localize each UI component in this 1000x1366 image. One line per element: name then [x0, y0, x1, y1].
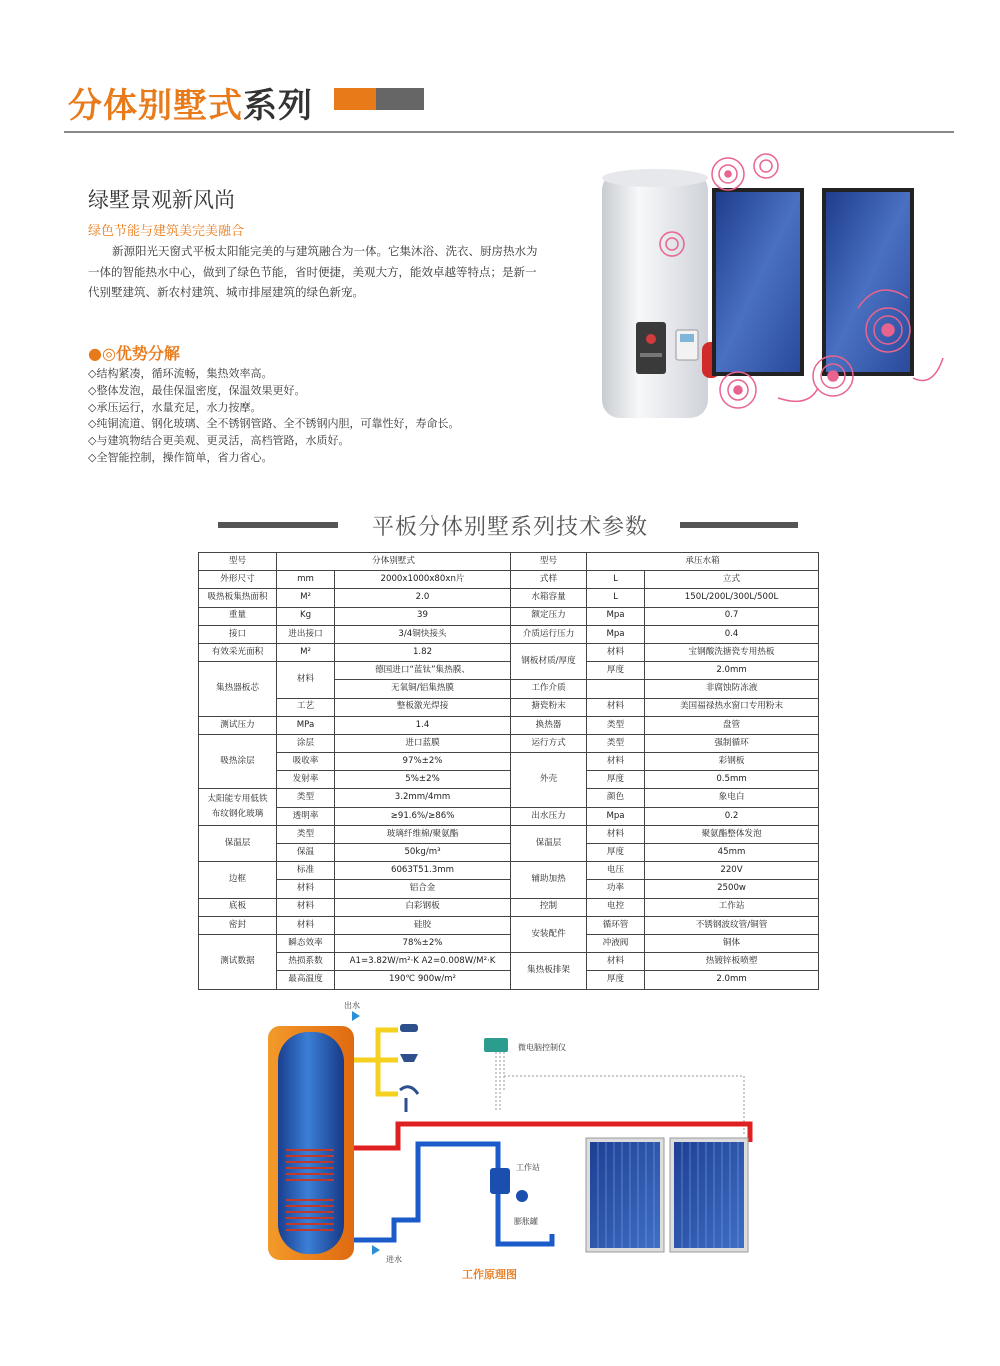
solar-panel: [670, 1138, 748, 1252]
table-cell: 工艺: [277, 698, 335, 716]
table-row: [199, 880, 819, 898]
table-cell: 78%±2%: [335, 934, 511, 952]
table-cell: 2.0mm: [645, 662, 819, 680]
table-cell: 颜色: [587, 789, 645, 807]
table-cell: 材料: [277, 898, 335, 916]
table-cell: 美国福禄热水窗口专用粉末: [645, 698, 819, 716]
advantages-list: [88, 366, 459, 467]
table-cell: mm: [277, 571, 335, 589]
table-cell: 厚度: [587, 971, 645, 989]
table-cell: 立式: [645, 571, 819, 589]
table-cell: 类型: [277, 825, 335, 843]
table-cell: 搪瓷粉末: [511, 698, 587, 716]
table-cell: 强制循环: [645, 734, 819, 752]
solar-panel: [586, 1138, 664, 1252]
series-title: [68, 78, 313, 127]
table-cell: 分体别墅式: [277, 553, 511, 571]
table-cell: 德国进口“蓝钛”集热膜、: [335, 662, 511, 680]
table-cell: 冲液阀: [587, 934, 645, 952]
table-cell: 集热板排架: [511, 953, 587, 989]
table-cell: 铝合金: [335, 880, 511, 898]
series-title-suffix: 系列: [243, 86, 313, 126]
table-cell: 类型: [277, 789, 335, 807]
table-cell: 工作介质: [511, 680, 587, 698]
cell-line: 布纹钢化玻璃: [211, 809, 264, 820]
table-row: [199, 734, 819, 752]
table-row: [199, 662, 819, 680]
table-cell: 不锈钢波纹管/铜管: [645, 916, 819, 934]
table-cell: 式样: [511, 571, 587, 589]
table-cell: 辅助加热: [511, 862, 587, 898]
table-cell: 材料: [587, 643, 645, 661]
table-cell: 测试压力: [199, 716, 277, 734]
table-row: [199, 643, 819, 661]
intro-paragraph: 新源阳光天窗式平板太阳能完美的与建筑融合为一体。它集沐浴、洗衣、厨房热水为一体的智能热水中心，做到了绿色节能，省时便捷，美观大方，能效卓越等特点；是新一代别墅建筑、新农村建筑、城市排屋建筑的绿色新宠。: [88, 244, 538, 299]
table-cell: 钢板材质/厚度: [511, 643, 587, 679]
table-cell: 厚度: [587, 844, 645, 862]
table-row: [199, 771, 819, 789]
table-cell: 材料: [277, 916, 335, 934]
table-row: [199, 753, 819, 771]
table-row: [199, 953, 819, 971]
table-cell: 2.0: [335, 589, 511, 607]
spec-title: 平板分体别墅系列技术参数: [371, 515, 648, 540]
table-cell: 涂层: [277, 734, 335, 752]
table-cell: 承压水箱: [587, 553, 819, 571]
table-cell: 额定压力: [511, 607, 587, 625]
table-cell: 1.4: [335, 716, 511, 734]
table-cell: 接口: [199, 625, 277, 643]
table-cell: A1=3.82W/m²·K A2=0.008W/M²·K: [335, 953, 511, 971]
table-cell: 材料: [587, 753, 645, 771]
table-row: [199, 844, 819, 862]
spec-title-bar-left: [218, 522, 338, 528]
header-accent-gray: [376, 88, 424, 110]
header-divider: [64, 131, 954, 133]
table-cell: 水箱容量: [511, 589, 587, 607]
table-cell: 220V: [645, 862, 819, 880]
shower-icon: [400, 1087, 418, 1112]
table-cell: 功率: [587, 880, 645, 898]
table-row: [199, 898, 819, 916]
table-cell: 重量: [199, 607, 277, 625]
table-cell: 吸热板集热面积: [199, 589, 277, 607]
table-cell: 进口蓝膜: [335, 734, 511, 752]
table-cell: 密封: [199, 916, 277, 934]
table-cell: 150L/200L/300L/500L: [645, 589, 819, 607]
table-cell: 象电白: [645, 789, 819, 807]
table-cell: 保温层: [199, 825, 277, 861]
table-cell: 工作站: [645, 898, 819, 916]
table-cell: 聚氨酯整体发泡: [645, 825, 819, 843]
table-cell: 彩钢板: [645, 753, 819, 771]
table-cell: M²: [277, 643, 335, 661]
table-cell: 材料: [587, 825, 645, 843]
table-row: [199, 825, 819, 843]
table-row: [199, 934, 819, 952]
table-cell: 循环管: [587, 916, 645, 934]
table-cell: Mpa: [587, 607, 645, 625]
expansion-label: 膨胀罐: [514, 1217, 538, 1226]
table-cell: 边框: [199, 862, 277, 898]
table-cell: 1.82: [335, 643, 511, 661]
table-cell: 进出接口: [277, 625, 335, 643]
table-cell: 整板激光焊接: [335, 698, 511, 716]
outlet-label: 出水: [344, 1001, 360, 1010]
table-cell: 运行方式: [511, 734, 587, 752]
table-cell: 97%±2%: [335, 753, 511, 771]
table-cell: 0.4: [645, 625, 819, 643]
table-cell: 190℃ 900w/m²: [335, 971, 511, 989]
station-label: 工作站: [516, 1163, 540, 1172]
table-cell: 厚度: [587, 662, 645, 680]
table-cell: 2.0mm: [645, 971, 819, 989]
table-cell: 3/4铜快接头: [335, 625, 511, 643]
table-cell: L: [587, 571, 645, 589]
table-cell: 测试数据: [199, 934, 277, 989]
table-cell: 瞬态效率: [277, 934, 335, 952]
table-cell: 透明率: [277, 807, 335, 825]
table-cell: 白彩钢板: [335, 898, 511, 916]
table-cell: 安装配件: [511, 916, 587, 952]
storage-tank: [268, 1026, 354, 1260]
table-cell: MPa: [277, 716, 335, 734]
table-cell: 底板: [199, 898, 277, 916]
advantage-item: ◇整体发泡，最佳保温密度，保温效果更好。: [88, 383, 306, 397]
table-cell: 热镀锌板喷塑: [645, 953, 819, 971]
table-cell: 类型: [587, 716, 645, 734]
table-cell: 换热器: [511, 716, 587, 734]
table-cell: 3.2mm/4mm: [335, 789, 511, 807]
water-tank: [602, 169, 708, 418]
advantage-item: ◇纯铜流道、钢化玻璃、全不锈钢管路、全不锈钢内胆，可靠性好，寿命长。: [88, 417, 460, 431]
table-cell: 型号: [511, 553, 587, 571]
table-row: [199, 971, 819, 989]
table-cell: [199, 789, 277, 825]
table-cell: [587, 680, 645, 698]
table-cell: 2500w: [645, 880, 819, 898]
table-cell: 0.7: [645, 607, 819, 625]
table-cell: 保温层: [511, 825, 587, 861]
table-cell: 热损系数: [277, 953, 335, 971]
table-cell: 出水压力: [511, 807, 587, 825]
bathtub-icon: [400, 1024, 418, 1032]
table-cell: 吸收率: [277, 753, 335, 771]
table-row: [199, 607, 819, 625]
inlet-label: 进水: [386, 1255, 402, 1264]
controller-label: 微电脑控制仪: [518, 1043, 566, 1052]
spec-title-bar-right: [680, 522, 798, 528]
table-row: [199, 571, 819, 589]
table-cell: 材料: [277, 880, 335, 898]
table-cell: 39: [335, 607, 511, 625]
table-cell: ≥91.6%/≥86%: [335, 807, 511, 825]
spec-table: [198, 552, 819, 990]
advantage-item: ◇承压运行，水量充足，水力按摩。: [88, 400, 262, 414]
table-cell: 最高温度: [277, 971, 335, 989]
diagram-caption: 工作原理图: [462, 1268, 517, 1281]
table-cell: 有效采光面积: [199, 643, 277, 661]
table-cell: 宝钢酸洗搪瓷专用热板: [645, 643, 819, 661]
table-cell: Mpa: [587, 625, 645, 643]
table-row: [199, 789, 819, 807]
table-cell: 50kg/m³: [335, 844, 511, 862]
table-cell: 外壳: [511, 753, 587, 808]
table-cell: 盘管: [645, 716, 819, 734]
solar-panel: [712, 188, 804, 376]
hot-water-pipe: [354, 1030, 398, 1094]
table-row: [199, 553, 819, 571]
table-cell: 2000x1000x80xn片: [335, 571, 511, 589]
table-row: [199, 625, 819, 643]
table-cell: 45mm: [645, 844, 819, 862]
table-cell: 5%±2%: [335, 771, 511, 789]
table-cell: 发射率: [277, 771, 335, 789]
product-photo: [598, 148, 954, 426]
slogan: 绿墅景观新风尚: [88, 188, 235, 212]
table-cell: 型号: [199, 553, 277, 571]
table-row: [199, 862, 819, 880]
table-cell: 材料: [277, 662, 335, 698]
table-cell: 材料: [587, 953, 645, 971]
table-row: [199, 698, 819, 716]
table-cell: 吸热涂层: [199, 734, 277, 789]
table-cell: 0.2: [645, 807, 819, 825]
table-cell: Kg: [277, 607, 335, 625]
table-cell: 控制: [511, 898, 587, 916]
table-cell: 外形尺寸: [199, 571, 277, 589]
table-cell: 0.5mm: [645, 771, 819, 789]
table-row: [199, 716, 819, 734]
table-cell: 6063T51.3mm: [335, 862, 511, 880]
table-cell: 介质运行压力: [511, 625, 587, 643]
table-row: [199, 807, 819, 825]
table-cell: 电压: [587, 862, 645, 880]
table-cell: 铜体: [645, 934, 819, 952]
subslogan: 绿色节能与建筑美完美融合: [88, 224, 245, 239]
advantage-item: ◇全智能控制，操作简单，省力省心。: [88, 450, 273, 464]
table-cell: 材料: [587, 698, 645, 716]
advantage-item: ◇与建筑物结合更美观、更灵活，高档管路，水质好。: [88, 434, 350, 448]
advantages-title: ●◎优势分解: [88, 344, 180, 363]
table-cell: Mpa: [587, 807, 645, 825]
table-cell: 电控: [587, 898, 645, 916]
cell-line: 太阳能专用低铁: [207, 794, 268, 805]
table-cell: 厚度: [587, 771, 645, 789]
table-cell: 玻璃纤维棉/聚氨酯: [335, 825, 511, 843]
table-cell: L: [587, 589, 645, 607]
table-cell: 无氧铜/铝集热膜: [335, 680, 511, 698]
table-cell: 非腐蚀防冻液: [645, 680, 819, 698]
table-cell: 类型: [587, 734, 645, 752]
advantage-item: ◇结构紧凑，循环流畅，集热效率高。: [88, 367, 273, 380]
table-cell: 保温: [277, 844, 335, 862]
table-row: [199, 589, 819, 607]
table-cell: M²: [277, 589, 335, 607]
series-title-main: 分体别墅式: [68, 86, 243, 126]
table-row: [199, 916, 819, 934]
header-accent-orange: [334, 88, 376, 110]
table-cell: 集热器板芯: [199, 662, 277, 717]
outlet-arrow-icon: [352, 1011, 360, 1021]
inlet-arrow-icon: [372, 1245, 380, 1255]
table-cell: 标准: [277, 862, 335, 880]
table-cell: 硅胶: [335, 916, 511, 934]
sink-icon: [400, 1054, 418, 1062]
